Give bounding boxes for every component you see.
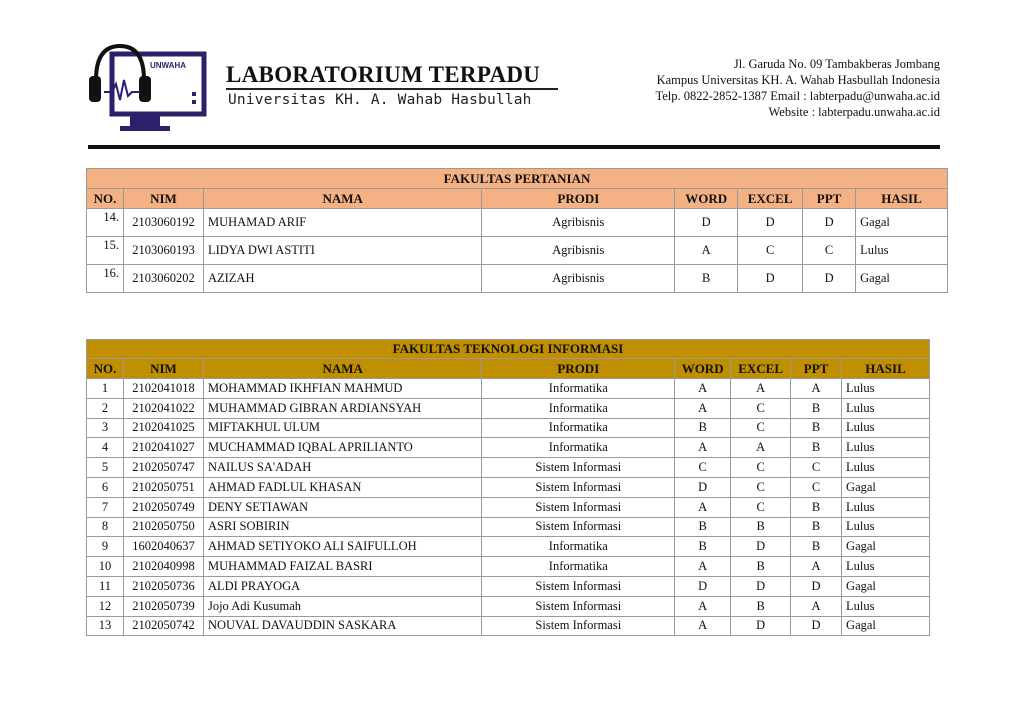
- col-header: PPT: [803, 189, 856, 209]
- cell-hasil: Gagal: [842, 576, 930, 596]
- cell-prodi: Sistem Informasi: [482, 517, 675, 537]
- cell-no: 8: [87, 517, 124, 537]
- cell-hasil: Gagal: [842, 616, 930, 636]
- cell-hasil: Gagal: [842, 537, 930, 557]
- cell-excel: B: [731, 517, 791, 537]
- cell-ppt: A: [791, 596, 842, 616]
- table-row: [87, 477, 930, 497]
- cell-ppt: B: [791, 418, 842, 438]
- table-row: [87, 438, 930, 458]
- cell-excel: D: [731, 576, 791, 596]
- cell-nim: 2102041022: [123, 398, 203, 418]
- table-row: [87, 576, 930, 596]
- cell-hasil: Lulus: [842, 418, 930, 438]
- cell-nama: Jojo Adi Kusumah: [203, 596, 482, 616]
- cell-word: D: [675, 209, 738, 237]
- cell-nim: 2102050742: [123, 616, 203, 636]
- cell-excel: C: [731, 458, 791, 478]
- address-line: Telp. 0822-2852-1387 Email : labterpadu@unwaha.ac.id: [655, 89, 940, 103]
- cell-word: C: [675, 458, 731, 478]
- table-row: [87, 616, 930, 636]
- cell-prodi: Informatika: [482, 418, 675, 438]
- col-header: PPT: [791, 359, 842, 379]
- col-header: EXCEL: [738, 189, 803, 209]
- table-row: [87, 209, 948, 237]
- cell-no: 14.: [87, 209, 124, 237]
- cell-hasil: Lulus: [842, 398, 930, 418]
- cell-excel: B: [731, 557, 791, 577]
- cell-word: A: [675, 596, 731, 616]
- cell-no: 5: [87, 458, 124, 478]
- col-header: NAMA: [203, 189, 482, 209]
- cell-nim: 2102050750: [123, 517, 203, 537]
- cell-nama: MUCHAMMAD IQBAL APRILIANTO: [203, 438, 482, 458]
- col-header: NO.: [87, 359, 124, 379]
- cell-excel: D: [731, 537, 791, 557]
- cell-ppt: C: [803, 237, 856, 265]
- cell-nim: 2102050739: [123, 596, 203, 616]
- col-header: EXCEL: [731, 359, 791, 379]
- cell-nama: MUHAMMAD GIBRAN ARDIANSYAH: [203, 398, 482, 418]
- cell-excel: B: [731, 596, 791, 616]
- col-header: HASIL: [856, 189, 948, 209]
- cell-word: D: [675, 576, 731, 596]
- cell-word: A: [675, 237, 738, 265]
- cell-excel: D: [731, 616, 791, 636]
- table-row: [87, 517, 930, 537]
- cell-ppt: C: [791, 477, 842, 497]
- cell-excel: D: [738, 209, 803, 237]
- cell-nama: NAILUS SA'ADAH: [203, 458, 482, 478]
- cell-ppt: C: [791, 458, 842, 478]
- col-header: HASIL: [842, 359, 930, 379]
- faculty-title: FAKULTAS PERTANIAN: [87, 169, 948, 189]
- cell-excel: A: [731, 438, 791, 458]
- cell-prodi: Informatika: [482, 537, 675, 557]
- cell-word: B: [675, 265, 738, 293]
- cell-word: B: [675, 537, 731, 557]
- cell-word: A: [675, 398, 731, 418]
- cell-word: A: [675, 616, 731, 636]
- cell-prodi: Agribisnis: [482, 237, 675, 265]
- cell-nama: MIFTAKHUL ULUM: [203, 418, 482, 438]
- cell-word: D: [675, 477, 731, 497]
- cell-excel: C: [731, 418, 791, 438]
- cell-ppt: A: [791, 557, 842, 577]
- col-header: NAMA: [203, 359, 482, 379]
- cell-excel: C: [731, 398, 791, 418]
- cell-prodi: Informatika: [482, 398, 675, 418]
- table-fakultas-teknologi-informasi: [86, 339, 930, 636]
- cell-prodi: Sistem Informasi: [482, 596, 675, 616]
- cell-ppt: B: [791, 398, 842, 418]
- cell-no: 7: [87, 497, 124, 517]
- cell-nama: AHMAD SETIYOKO ALI SAIFULLOH: [203, 537, 482, 557]
- cell-ppt: A: [791, 379, 842, 399]
- cell-excel: C: [731, 477, 791, 497]
- cell-nama: MUHAMAD ARIF: [203, 209, 482, 237]
- logo-text: UNWAHA: [150, 61, 186, 70]
- table-row: [87, 596, 930, 616]
- cell-prodi: Informatika: [482, 379, 675, 399]
- cell-hasil: Gagal: [856, 265, 948, 293]
- cell-hasil: Lulus: [842, 379, 930, 399]
- address-line: Kampus Universitas KH. A. Wahab Hasbullah Indonesia: [656, 73, 940, 87]
- cell-ppt: B: [791, 497, 842, 517]
- table-row: [87, 237, 948, 265]
- cell-excel: D: [738, 265, 803, 293]
- cell-prodi: Sistem Informasi: [482, 458, 675, 478]
- cell-ppt: B: [791, 517, 842, 537]
- cell-hasil: Lulus: [842, 517, 930, 537]
- header-divider: [88, 145, 940, 149]
- cell-nim: 2103060202: [123, 265, 203, 293]
- cell-nim: 2103060193: [123, 237, 203, 265]
- table-row: [87, 497, 930, 517]
- cell-hasil: Lulus: [842, 596, 930, 616]
- cell-word: A: [675, 379, 731, 399]
- cell-hasil: Gagal: [842, 477, 930, 497]
- header-subtitle: Universitas KH. A. Wahab Hasbullah: [228, 92, 532, 108]
- col-header: NO.: [87, 189, 124, 209]
- col-header: WORD: [675, 189, 738, 209]
- cell-no: 16.: [87, 265, 124, 293]
- cell-prodi: Sistem Informasi: [482, 576, 675, 596]
- cell-prodi: Agribisnis: [482, 265, 675, 293]
- cell-prodi: Sistem Informasi: [482, 616, 675, 636]
- cell-nim: 2102041027: [123, 438, 203, 458]
- cell-hasil: Lulus: [842, 438, 930, 458]
- cell-nim: 2102041018: [123, 379, 203, 399]
- address-block: [655, 56, 940, 120]
- col-header: NIM: [123, 359, 203, 379]
- title-underline: [226, 88, 558, 90]
- cell-no: 3: [87, 418, 124, 438]
- table-row: [87, 398, 930, 418]
- cell-nama: ALDI PRAYOGA: [203, 576, 482, 596]
- cell-word: A: [675, 497, 731, 517]
- table-row: [87, 557, 930, 577]
- cell-word: A: [675, 557, 731, 577]
- address-line: Jl. Garuda No. 09 Tambakberas Jombang: [733, 57, 940, 71]
- cell-hasil: Gagal: [856, 209, 948, 237]
- cell-word: B: [675, 517, 731, 537]
- cell-nim: 2102050747: [123, 458, 203, 478]
- table-row: [87, 379, 930, 399]
- col-header: NIM: [123, 189, 203, 209]
- table-row: [87, 458, 930, 478]
- cell-hasil: Lulus: [842, 497, 930, 517]
- cell-prodi: Sistem Informasi: [482, 477, 675, 497]
- cell-word: B: [675, 418, 731, 438]
- header-title: LABORATORIUM TERPADU: [226, 62, 541, 87]
- cell-nim: 2103060192: [123, 209, 203, 237]
- cell-prodi: Informatika: [482, 438, 675, 458]
- cell-nama: MOHAMMAD IKHFIAN MAHMUD: [203, 379, 482, 399]
- table-fakultas-pertanian: [86, 168, 948, 293]
- cell-excel: C: [731, 497, 791, 517]
- cell-ppt: D: [803, 265, 856, 293]
- cell-no: 13: [87, 616, 124, 636]
- cell-no: 10: [87, 557, 124, 577]
- col-header: PRODI: [482, 359, 675, 379]
- cell-ppt: D: [791, 616, 842, 636]
- col-header: WORD: [675, 359, 731, 379]
- cell-no: 2: [87, 398, 124, 418]
- cell-no: 4: [87, 438, 124, 458]
- cell-nama: LIDYA DWI ASTITI: [203, 237, 482, 265]
- cell-ppt: B: [791, 537, 842, 557]
- cell-prodi: Informatika: [482, 557, 675, 577]
- cell-hasil: Lulus: [856, 237, 948, 265]
- cell-nim: 2102050736: [123, 576, 203, 596]
- cell-ppt: D: [791, 576, 842, 596]
- cell-no: 9: [87, 537, 124, 557]
- cell-nama: AHMAD FADLUL KHASAN: [203, 477, 482, 497]
- table-row: [87, 537, 930, 557]
- cell-prodi: Sistem Informasi: [482, 497, 675, 517]
- cell-no: 12: [87, 596, 124, 616]
- cell-no: 1: [87, 379, 124, 399]
- cell-prodi: Agribisnis: [482, 209, 675, 237]
- cell-nama: DENY SETIAWAN: [203, 497, 482, 517]
- cell-nama: ASRI SOBIRIN: [203, 517, 482, 537]
- cell-hasil: Lulus: [842, 458, 930, 478]
- cell-excel: C: [738, 237, 803, 265]
- cell-no: 6: [87, 477, 124, 497]
- cell-nim: 1602040637: [123, 537, 203, 557]
- cell-nama: MUHAMMAD FAIZAL BASRI: [203, 557, 482, 577]
- cell-nim: 2102050749: [123, 497, 203, 517]
- cell-excel: A: [731, 379, 791, 399]
- cell-nama: NOUVAL DAVAUDDIN SASKARA: [203, 616, 482, 636]
- cell-nim: 2102050751: [123, 477, 203, 497]
- cell-hasil: Lulus: [842, 557, 930, 577]
- unwaha-logo-icon: [86, 40, 208, 134]
- cell-word: A: [675, 438, 731, 458]
- cell-nama: AZIZAH: [203, 265, 482, 293]
- cell-nim: 2102041025: [123, 418, 203, 438]
- address-line: Website : labterpadu.unwaha.ac.id: [768, 105, 940, 119]
- table-row: [87, 265, 948, 293]
- cell-no: 15.: [87, 237, 124, 265]
- faculty-title: FAKULTAS TEKNOLOGI INFORMASI: [87, 340, 930, 359]
- table-row: [87, 418, 930, 438]
- cell-ppt: B: [791, 438, 842, 458]
- cell-nim: 2102040998: [123, 557, 203, 577]
- col-header: PRODI: [482, 189, 675, 209]
- cell-ppt: D: [803, 209, 856, 237]
- cell-no: 11: [87, 576, 124, 596]
